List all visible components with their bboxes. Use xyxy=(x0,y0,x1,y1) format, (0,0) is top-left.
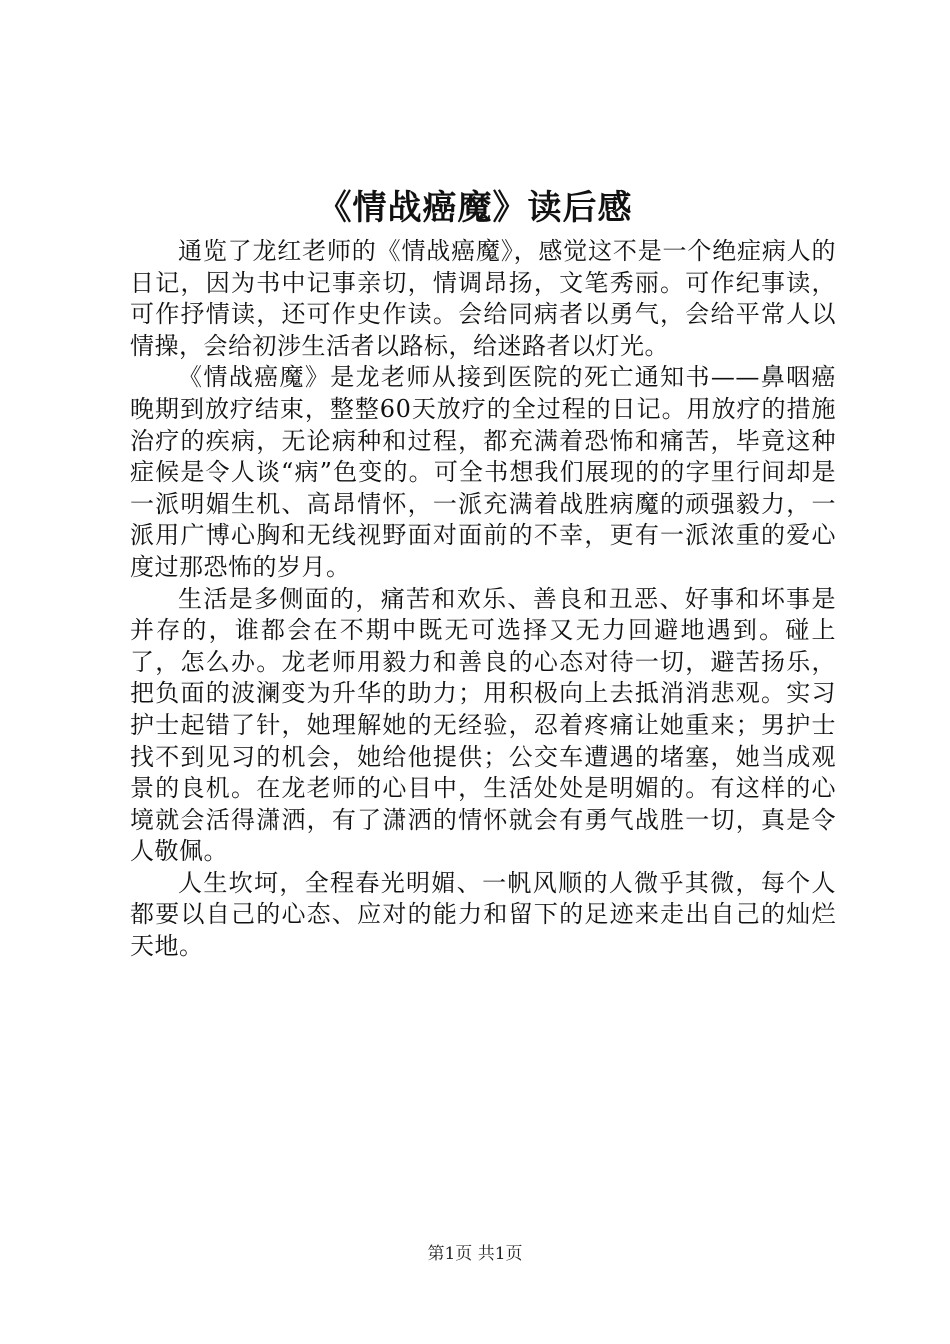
article-body xyxy=(130,236,836,963)
paragraph-1: 通览了龙红老师的《情战癌魔》，感觉这不是一个绝症病人的日记，因为书中记事亲切，情调昂扬，文笔秀丽。可作纪事读，可作抒情读，还可作史作读。会给同病者以勇气，会给平常人以情操，会给初涉生活者以路标，给迷路者以灯光。 xyxy=(130,237,836,360)
page-number-footer: 第1页 共1页 xyxy=(427,1244,523,1264)
page-title: 《情战癌魔》读后感 xyxy=(317,188,633,228)
paragraph-4: 人生坎坷，全程春光明媚、一帆风顺的人微乎其微，每个人都要以自己的心态、应对的能力和留下的足迹来走出自己的灿烂天地。 xyxy=(130,868,836,961)
paragraph-3: 生活是多侧面的，痛苦和欢乐、善良和丑恶、好事和坏事是并存的，谁都会在不期中既无可选择又无力回避地遇到。碰上了，怎么办。龙老师用毅力和善良的心态对待一切，避苦扬乐，把负面的波澜变为升华的助力；用积极向上去抵消消悲观。实习护士起错了针，她理解她的无经验，忍着疼痛让她重来；男护士找不到见习的机会，她给他提供；公交车遭遇的堵塞，她当成观景的良机。在龙老师的心目中，生活处处是明媚的。有这样的心境就会活得潇洒，有了潇洒的情怀就会有勇气战胜一切，真是令人敬佩。 xyxy=(130,584,836,866)
paragraph-2: 《情战癌魔》是龙老师从接到医院的死亡通知书——鼻咽癌晚期到放疗结束，整整60天放疗的全过程的日记。用放疗的措施治疗的疾病，无论病种和过程，都充满着恐怖和痛苦，毕竟这种症候是令人谈“病”色变的。可全书想我们展现的的字里行间却是一派明媚生机、高昂情怀，一派充满着战胜病魔的顽强毅力，一派用广博心胸和无线视野面对面前的不幸，更有一派浓重的爱心度过那恐怖的岁月。 xyxy=(130,363,836,581)
